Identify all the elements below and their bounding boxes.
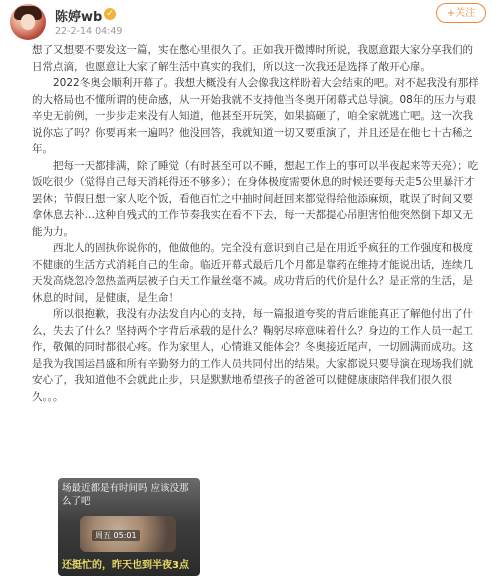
avatar-face: [21, 14, 35, 30]
follow-button[interactable]: +关注: [436, 3, 486, 23]
image-caption-bottom: 还挺忙的，昨天也到半夜3点: [62, 560, 189, 571]
author-name[interactable]: 陈婷wb: [55, 10, 103, 25]
post-header: [0, 0, 500, 42]
paragraph-4: 西北人的固执你说你的，他做他的。完全没有意识到自己是在用近乎疯狂的工作强度和极度不健康的生活方式消耗自己的生命。临近开幕式最后几个月都是靠药在维持才能说出话，连续几天发高烧忽冷忽热盖两层被子白天工作量丝毫不减。成功背后的代价是什么？是正常的生活，是休息的时间，是健康，是生命！: [32, 242, 473, 304]
avatar[interactable]: [10, 4, 46, 40]
image-time-label: 周五 05:01: [92, 530, 140, 541]
post-timestamp: 22-2-14 04:49: [55, 26, 123, 37]
paragraph-2: 2022冬奥会顺利开幕了。我想大概没有人会像我这样盼着大会结束的吧。对不起我没有那样的大格局也不懂所谓的使命感，从一开始我就不支持他当冬奥开闭幕式总导演。08年的压力与艰辛史无前例，一步步走来没有人知道，他甚至开玩笑，如果搞砸了，咱全家就逃亡吧。这一次我说你忘了吗？你要再来一遍吗？他没回答，我就知道一切又要重演了，并且还是在他七十古稀之年。: [32, 77, 479, 155]
post-body: [32, 42, 482, 405]
post-image[interactable]: [58, 478, 200, 576]
verified-badge-icon: ✓: [104, 8, 116, 20]
image-caption-top: 场最近都是有时间吗 应该没那么了吧: [62, 483, 189, 507]
paragraph-5: 所以很抱歉，我没有办法发自内心的支持，每一篇报道夸奖的背后谁能真正了解他付出了什么，失去了什么？坚持两个字背后承载的是什么？鞠躬尽瘁意味着什么？身边的工作人员一起工作，敬佩的同时都很心疼。作为家里人，心情谁又能体会？冬奥接近尾声，一切圆满而成功。这是我为我国运昌盛和所有辛勤努力的工作人员共同付出的结果。大家都说只要导演在现场我们就安心了，我知道他不会就此止步，只是默默地希望孩子的爸爸可以健健康康陪伴我们很久很久。。。: [32, 308, 473, 403]
paragraph-3: 把每一天都排满，除了睡觉（有时甚至可以不睡，想起工作上的事可以半夜起来等天亮）；吃饭吃很少（觉得自己每天消耗得还不够多）；在身体极度需要休息的时候还要每天走5公里暴汗才罢休；节假日想一家人吃个饭，看他百忙之中抽时间赶回来都觉得给他添麻烦，耽误了时间又要拿休息去补…这种自残式的工作节奏我实在看不下去，每一天都提心吊胆害怕他突然倒下却又无能为力。: [32, 159, 479, 238]
paragraph-1: 想了又想要不要发这一篇，实在憋心里很久了。正如我开微博时所说，我愿意跟大家分享我们的日常点滴，也愿意让大家了解生活中真实的我们，所以这一次我还是选择了敞开心扉。: [32, 44, 473, 73]
